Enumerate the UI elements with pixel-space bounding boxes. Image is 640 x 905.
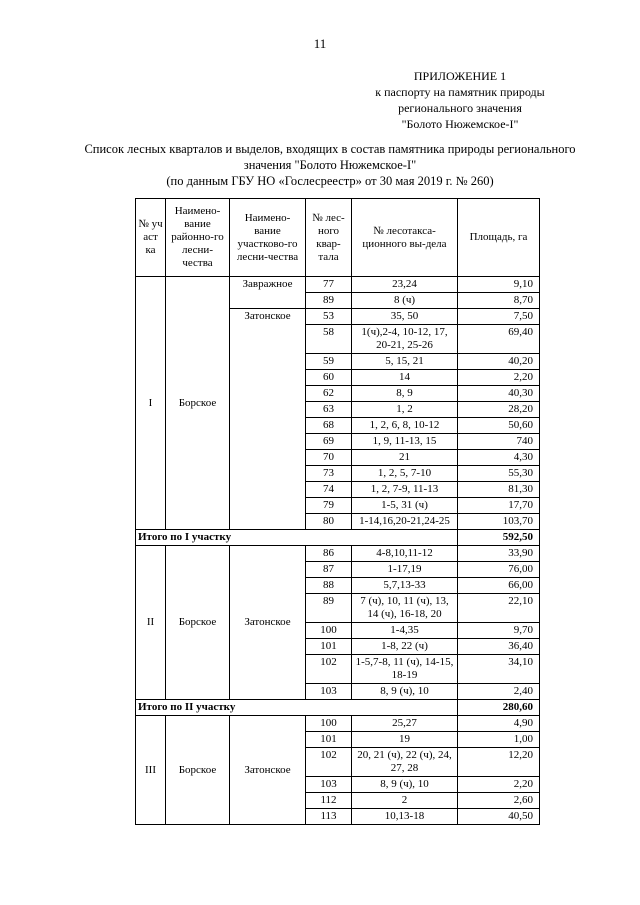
area-cell: 28,20: [458, 402, 540, 418]
quarter-cell: 79: [306, 498, 352, 514]
section-number-cell: III: [136, 716, 166, 825]
quarter-cell: 89: [306, 594, 352, 623]
area-cell: 8,70: [458, 293, 540, 309]
forest-quarters-table: [135, 198, 540, 825]
area-cell: 40,50: [458, 809, 540, 825]
quarter-cell: 103: [306, 777, 352, 793]
quarter-cell: 87: [306, 562, 352, 578]
area-cell: 740: [458, 434, 540, 450]
district-forestry-cell: Борское: [166, 716, 230, 825]
plots-cell: 1, 2, 7-9, 11-13: [352, 482, 458, 498]
plots-cell: 5,7,13-33: [352, 578, 458, 594]
appendix-line: регионального значения: [398, 101, 522, 115]
plots-cell: 1(ч),2-4, 10-12, 17, 20-21, 25-26: [352, 325, 458, 354]
plots-cell: 8 (ч): [352, 293, 458, 309]
area-cell: 17,70: [458, 498, 540, 514]
area-cell: 9,10: [458, 277, 540, 293]
area-cell: 69,40: [458, 325, 540, 354]
quarter-cell: 86: [306, 546, 352, 562]
area-cell: 103,70: [458, 514, 540, 530]
quarter-cell: 59: [306, 354, 352, 370]
local-forestry-cell: Завражное: [230, 277, 306, 309]
plots-cell: 1-4,35: [352, 623, 458, 639]
appendix-line: к паспорту на памятник природы: [375, 85, 545, 99]
area-cell: 4,90: [458, 716, 540, 732]
plots-cell: 23,24: [352, 277, 458, 293]
plots-cell: 20, 21 (ч), 22 (ч), 24, 27, 28: [352, 748, 458, 777]
table-row: [136, 277, 540, 293]
area-cell: 9,70: [458, 623, 540, 639]
area-cell: 40,20: [458, 354, 540, 370]
area-cell: 81,30: [458, 482, 540, 498]
header-local-forestry: Наимено-вание участково-го лесни-чества: [230, 199, 306, 277]
plots-cell: 1-8, 22 (ч): [352, 639, 458, 655]
appendix-line: ПРИЛОЖЕНИЕ 1: [413, 69, 507, 83]
quarter-cell: 77: [306, 277, 352, 293]
area-cell: 2,40: [458, 684, 540, 700]
area-cell: 7,50: [458, 309, 540, 325]
total-value: 592,50: [458, 530, 540, 546]
appendix-line: "Болото Нюжемское-I": [401, 117, 519, 131]
area-cell: 50,60: [458, 418, 540, 434]
area-cell: 2,60: [458, 793, 540, 809]
header-district-forestry: Наимено-вание районно-го лесни-чества: [166, 199, 230, 277]
title-line: (по данным ГБУ НО «Гослесреестр» от 30 мая 2019 г. № 260): [166, 174, 494, 188]
area-cell: 55,30: [458, 466, 540, 482]
plots-cell: 7 (ч), 10, 11 (ч), 13, 14 (ч), 16-18, 20: [352, 594, 458, 623]
district-forestry-cell: Борское: [166, 546, 230, 700]
header-plot-numbers: № лесотакса-ционного вы-дела: [352, 199, 458, 277]
total-row: [136, 530, 540, 546]
district-forestry-cell: Борское: [166, 277, 230, 530]
total-label: Итого по I участку: [136, 530, 458, 546]
plots-cell: 1, 2, 5, 7-10: [352, 466, 458, 482]
plots-cell: 19: [352, 732, 458, 748]
quarter-cell: 113: [306, 809, 352, 825]
area-cell: 12,20: [458, 748, 540, 777]
table-row: [136, 546, 540, 562]
quarter-cell: 112: [306, 793, 352, 809]
local-forestry-cell: Затонское: [230, 309, 306, 530]
plots-cell: 8, 9 (ч), 10: [352, 684, 458, 700]
quarter-cell: 102: [306, 655, 352, 684]
plots-cell: 1, 9, 11-13, 15: [352, 434, 458, 450]
plots-cell: 8, 9 (ч), 10: [352, 777, 458, 793]
quarter-cell: 62: [306, 386, 352, 402]
title-line: Список лесных кварталов и выделов, входящих в состав памятника природы регионального: [84, 142, 576, 156]
plots-cell: 4-8,10,11-12: [352, 546, 458, 562]
plots-cell: 35, 50: [352, 309, 458, 325]
total-label: Итого по II участку: [136, 700, 458, 716]
plots-cell: 1-14,16,20-21,24-25: [352, 514, 458, 530]
appendix-caption: [340, 68, 580, 132]
quarter-cell: 73: [306, 466, 352, 482]
quarter-cell: 89: [306, 293, 352, 309]
area-cell: 2,20: [458, 370, 540, 386]
area-cell: 40,30: [458, 386, 540, 402]
local-forestry-cell: Затонское: [230, 546, 306, 700]
quarter-cell: 74: [306, 482, 352, 498]
area-cell: 66,00: [458, 578, 540, 594]
plots-cell: 2: [352, 793, 458, 809]
area-cell: 33,90: [458, 546, 540, 562]
header-area: Площадь, га: [458, 199, 540, 277]
quarter-cell: 101: [306, 639, 352, 655]
table-row: [136, 716, 540, 732]
header-section-number: № уч аст ка: [136, 199, 166, 277]
header-quarter-number: № лес-ного квар-тала: [306, 199, 352, 277]
plots-cell: 1-5,7-8, 11 (ч), 14-15, 18-19: [352, 655, 458, 684]
quarter-cell: 68: [306, 418, 352, 434]
quarter-cell: 100: [306, 623, 352, 639]
total-value: 280,60: [458, 700, 540, 716]
plots-cell: 1, 2, 6, 8, 10-12: [352, 418, 458, 434]
area-cell: 22,10: [458, 594, 540, 623]
quarter-cell: 58: [306, 325, 352, 354]
quarter-cell: 69: [306, 434, 352, 450]
section-number-cell: II: [136, 546, 166, 700]
plots-cell: 1-17,19: [352, 562, 458, 578]
area-cell: 76,00: [458, 562, 540, 578]
quarter-cell: 102: [306, 748, 352, 777]
plots-cell: 14: [352, 370, 458, 386]
page-number: 11: [313, 36, 327, 51]
area-cell: 2,20: [458, 777, 540, 793]
local-forestry-cell: Затонское: [230, 716, 306, 825]
document-title: [40, 141, 620, 189]
quarter-cell: 70: [306, 450, 352, 466]
section-number-cell: I: [136, 277, 166, 530]
plots-cell: 8, 9: [352, 386, 458, 402]
total-row: [136, 700, 540, 716]
title-line: значения "Болото Нюжемское-I": [243, 158, 417, 172]
table-body: [136, 277, 540, 825]
plots-cell: 21: [352, 450, 458, 466]
quarter-cell: 101: [306, 732, 352, 748]
table-header-row: [136, 199, 540, 277]
area-cell: 1,00: [458, 732, 540, 748]
area-cell: 4,30: [458, 450, 540, 466]
area-cell: 34,10: [458, 655, 540, 684]
quarter-cell: 100: [306, 716, 352, 732]
quarter-cell: 53: [306, 309, 352, 325]
quarter-cell: 88: [306, 578, 352, 594]
plots-cell: 25,27: [352, 716, 458, 732]
area-cell: 36,40: [458, 639, 540, 655]
plots-cell: 1, 2: [352, 402, 458, 418]
plots-cell: 10,13-18: [352, 809, 458, 825]
quarter-cell: 80: [306, 514, 352, 530]
quarter-cell: 60: [306, 370, 352, 386]
plots-cell: 5, 15, 21: [352, 354, 458, 370]
quarter-cell: 63: [306, 402, 352, 418]
quarter-cell: 103: [306, 684, 352, 700]
plots-cell: 1-5, 31 (ч): [352, 498, 458, 514]
